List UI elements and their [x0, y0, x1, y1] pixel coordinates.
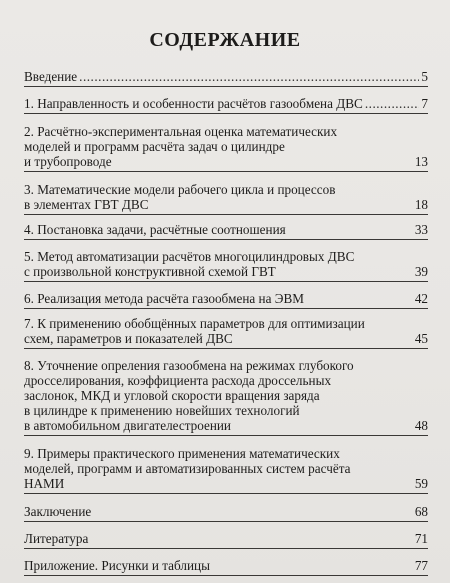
- toc-page-number: 48: [414, 418, 428, 433]
- toc-page-number: 7: [421, 96, 428, 111]
- toc-entry-text: 7. К применению обобщённых параметров для оптимизации: [24, 316, 365, 331]
- toc-entry-last-line: [24, 558, 428, 573]
- page-title: СОДЕРЖАНИЕ: [149, 29, 301, 51]
- toc-entry-text: 8. Уточнение опреления газообмена на режимах глубокого: [24, 358, 354, 373]
- toc-page-number: 77: [414, 558, 428, 573]
- toc-entry-text: 1. Направленность и особенности расчётов газообмена ДВС: [24, 96, 363, 111]
- toc-page-number: 39: [414, 264, 428, 279]
- toc-entry-last-line: [24, 531, 428, 546]
- toc-entry-text: и трубопроводе: [24, 154, 112, 169]
- toc-entry: [24, 316, 428, 349]
- toc-page-number: 42: [414, 291, 428, 306]
- toc-entry: [24, 96, 428, 114]
- toc-entry-last-line: [24, 69, 428, 84]
- toc-entry: [24, 69, 428, 87]
- toc-entry-text: НАМИ: [24, 476, 65, 491]
- toc-entry-last-line: [24, 197, 428, 212]
- toc-entry-text: схем, параметров и показателей ДВС: [24, 331, 233, 346]
- toc-entry-text: 9. Примеры практического применения математических: [24, 446, 340, 461]
- toc-page-number: 33: [414, 222, 428, 237]
- toc-entry: [24, 531, 428, 549]
- toc-entry-text: 4. Постановка задачи, расчётные соотношения: [24, 222, 286, 237]
- toc-entry-text: в автомобильном двигателестроении: [24, 418, 231, 433]
- toc-entry-text: Литература: [24, 531, 89, 546]
- toc-entry: [24, 222, 428, 240]
- toc-entry-text: с произвольной конструктивной схемой ГВТ: [24, 264, 276, 279]
- toc-entry: [24, 291, 428, 309]
- table-of-contents: [24, 69, 428, 576]
- toc-entry: [24, 504, 428, 522]
- toc-entry-text: 5. Метод автоматизации расчётов многоцилиндровых ДВС: [24, 249, 355, 264]
- toc-entry-last-line: [24, 504, 428, 519]
- toc-page-number: 71: [414, 531, 428, 546]
- toc-entry: [24, 358, 428, 436]
- toc-entry-last-line: [24, 291, 428, 306]
- dot-leader: [365, 96, 420, 111]
- toc-entry: [24, 446, 428, 494]
- toc-entry-last-line: [24, 96, 428, 111]
- toc-entry-text: заслонок, МКД и угловой скорости вращения заряда: [24, 388, 320, 403]
- toc-entry-text: в цилиндре к применению новейших технологий: [24, 403, 300, 418]
- toc-page-number: 68: [414, 504, 428, 519]
- toc-entry-text: 2. Расчётно-экспериментальная оценка математических: [24, 124, 338, 139]
- toc-entry-text: 3. Математические модели рабочего цикла и процессов: [24, 182, 336, 197]
- toc-entry-last-line: [24, 331, 428, 346]
- toc-page-number: 13: [414, 154, 428, 169]
- toc-entry-last-line: [24, 154, 428, 169]
- toc-entry-text: моделей, программ и автоматизированных систем расчёта: [24, 461, 351, 476]
- dot-leader: [79, 69, 419, 84]
- toc-entry-text: Приложение. Рисунки и таблицы: [24, 558, 210, 573]
- toc-entry-last-line: [24, 476, 428, 491]
- toc-page-number: 5: [421, 69, 428, 84]
- toc-page-number: 45: [414, 331, 428, 346]
- toc-entry-last-line: [24, 222, 428, 237]
- toc-entry: [24, 249, 428, 282]
- toc-entry-text: Заключение: [24, 504, 92, 519]
- toc-entry: [24, 124, 428, 172]
- toc-entry: [24, 558, 428, 576]
- toc-entry-text: в элементах ГВТ ДВС: [24, 197, 149, 212]
- toc-entry-text: Введение: [24, 69, 78, 84]
- toc-entry-last-line: [24, 418, 428, 433]
- toc-entry-text: 6. Реализация метода расчёта газообмена на ЭВМ: [24, 291, 304, 306]
- toc-page-number: 18: [414, 197, 428, 212]
- toc-entry-last-line: [24, 264, 428, 279]
- toc-entry-text: дросселирования, коэффициента расхода дроссельных: [24, 373, 332, 388]
- toc-entry-text: моделей и программ расчёта задач о цилиндре: [24, 139, 285, 154]
- toc-entry: [24, 182, 428, 215]
- toc-page-number: 59: [414, 476, 428, 491]
